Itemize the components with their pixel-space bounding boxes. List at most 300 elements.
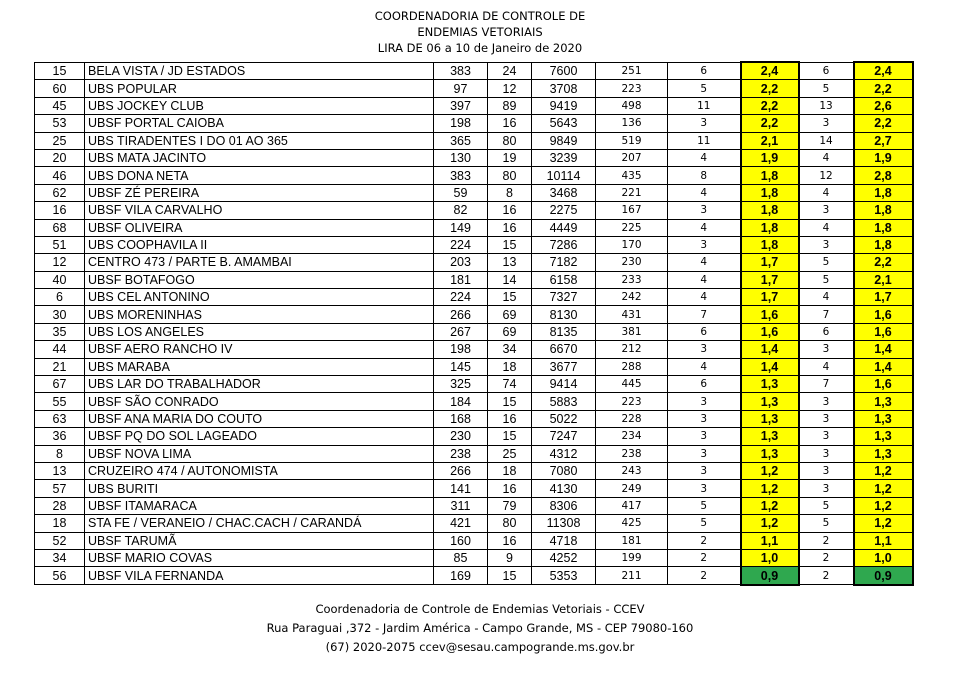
cell-index-2: 2,2 bbox=[854, 115, 913, 132]
cell-e: 3 bbox=[668, 393, 741, 410]
cell-id: 63 bbox=[35, 410, 85, 427]
cell-b: 18 bbox=[488, 358, 532, 375]
cell-e: 11 bbox=[668, 132, 741, 149]
table-row bbox=[35, 202, 913, 219]
cell-index-1: 1,3 bbox=[741, 393, 799, 410]
cell-id: 6 bbox=[35, 289, 85, 306]
cell-g: 6 bbox=[799, 323, 854, 340]
cell-g: 13 bbox=[799, 97, 854, 114]
cell-c: 8135 bbox=[532, 323, 596, 340]
cell-index-2: 1,2 bbox=[854, 480, 913, 497]
cell-location: UBS TIRADENTES I DO 01 AO 365 bbox=[85, 132, 434, 149]
cell-d: 435 bbox=[596, 167, 668, 184]
cell-id: 30 bbox=[35, 306, 85, 323]
cell-index-1: 1,8 bbox=[741, 184, 799, 201]
cell-b: 16 bbox=[488, 115, 532, 132]
cell-b: 74 bbox=[488, 376, 532, 393]
cell-g: 4 bbox=[799, 289, 854, 306]
cell-index-1: 1,0 bbox=[741, 549, 799, 566]
cell-id: 18 bbox=[35, 515, 85, 532]
cell-id: 56 bbox=[35, 567, 85, 585]
cell-index-1: 2,2 bbox=[741, 80, 799, 97]
cell-location: UBSF SÃO CONRADO bbox=[85, 393, 434, 410]
table-row bbox=[35, 341, 913, 358]
table-row bbox=[35, 376, 913, 393]
cell-e: 5 bbox=[668, 515, 741, 532]
cell-index-2: 1,2 bbox=[854, 497, 913, 514]
header-line-1: COORDENADORIA DE CONTROLE DE bbox=[374, 9, 586, 23]
cell-index-1: 1,2 bbox=[741, 480, 799, 497]
cell-d: 243 bbox=[596, 462, 668, 479]
cell-index-1: 1,8 bbox=[741, 219, 799, 236]
table-row bbox=[35, 393, 913, 410]
cell-index-1: 1,2 bbox=[741, 462, 799, 479]
cell-e: 7 bbox=[668, 306, 741, 323]
cell-c: 4252 bbox=[532, 549, 596, 566]
cell-e: 4 bbox=[668, 271, 741, 288]
cell-d: 249 bbox=[596, 480, 668, 497]
cell-location: UBSF TARUMÃ bbox=[85, 532, 434, 549]
cell-a: 130 bbox=[434, 149, 488, 166]
cell-g: 3 bbox=[799, 202, 854, 219]
cell-index-2: 1,3 bbox=[854, 428, 913, 445]
cell-a: 365 bbox=[434, 132, 488, 149]
cell-id: 67 bbox=[35, 376, 85, 393]
cell-index-1: 1,1 bbox=[741, 532, 799, 549]
cell-index-1: 1,2 bbox=[741, 515, 799, 532]
cell-location: STA FE / VERANEIO / CHAC.CACH / CARANDÁ bbox=[85, 515, 434, 532]
cell-g: 5 bbox=[799, 497, 854, 514]
table-row bbox=[35, 549, 913, 566]
cell-a: 224 bbox=[434, 289, 488, 306]
cell-d: 425 bbox=[596, 515, 668, 532]
cell-c: 4130 bbox=[532, 480, 596, 497]
cell-d: 431 bbox=[596, 306, 668, 323]
cell-d: 230 bbox=[596, 254, 668, 271]
cell-e: 2 bbox=[668, 532, 741, 549]
cell-a: 383 bbox=[434, 167, 488, 184]
cell-g: 5 bbox=[799, 515, 854, 532]
table-row bbox=[35, 358, 913, 375]
cell-id: 20 bbox=[35, 149, 85, 166]
cell-index-2: 1,9 bbox=[854, 149, 913, 166]
cell-index-2: 1,6 bbox=[854, 306, 913, 323]
cell-c: 9419 bbox=[532, 97, 596, 114]
cell-index-2: 1,8 bbox=[854, 184, 913, 201]
cell-g: 7 bbox=[799, 376, 854, 393]
cell-b: 15 bbox=[488, 567, 532, 585]
cell-g: 3 bbox=[799, 410, 854, 427]
cell-b: 16 bbox=[488, 219, 532, 236]
cell-a: 160 bbox=[434, 532, 488, 549]
cell-location: UBS MATA JACINTO bbox=[85, 149, 434, 166]
cell-location: UBS DONA NETA bbox=[85, 167, 434, 184]
cell-index-2: 1,4 bbox=[854, 358, 913, 375]
table-row bbox=[35, 236, 913, 253]
cell-a: 168 bbox=[434, 410, 488, 427]
cell-a: 82 bbox=[434, 202, 488, 219]
header-line-2: ENDEMIAS VETORIAIS bbox=[417, 25, 543, 39]
cell-d: 234 bbox=[596, 428, 668, 445]
cell-e: 4 bbox=[668, 149, 741, 166]
cell-g: 3 bbox=[799, 445, 854, 462]
cell-d: 417 bbox=[596, 497, 668, 514]
cell-location: UBSF ANA MARIA DO COUTO bbox=[85, 410, 434, 427]
cell-index-2: 1,3 bbox=[854, 445, 913, 462]
cell-g: 2 bbox=[799, 532, 854, 549]
cell-b: 16 bbox=[488, 480, 532, 497]
cell-c: 7182 bbox=[532, 254, 596, 271]
table-row bbox=[35, 497, 913, 514]
cell-id: 68 bbox=[35, 219, 85, 236]
cell-c: 4718 bbox=[532, 532, 596, 549]
cell-d: 211 bbox=[596, 567, 668, 585]
cell-d: 221 bbox=[596, 184, 668, 201]
cell-index-1: 1,9 bbox=[741, 149, 799, 166]
table-row bbox=[35, 428, 913, 445]
cell-index-1: 1,4 bbox=[741, 358, 799, 375]
cell-index-1: 1,8 bbox=[741, 236, 799, 253]
cell-b: 16 bbox=[488, 202, 532, 219]
table-row bbox=[35, 410, 913, 427]
cell-b: 14 bbox=[488, 271, 532, 288]
cell-index-2: 2,7 bbox=[854, 132, 913, 149]
cell-c: 7600 bbox=[532, 62, 596, 80]
cell-index-2: 2,6 bbox=[854, 97, 913, 114]
cell-c: 5022 bbox=[532, 410, 596, 427]
cell-g: 2 bbox=[799, 549, 854, 566]
table-row bbox=[35, 80, 913, 97]
cell-e: 5 bbox=[668, 497, 741, 514]
cell-index-1: 1,3 bbox=[741, 410, 799, 427]
cell-g: 5 bbox=[799, 80, 854, 97]
cell-id: 21 bbox=[35, 358, 85, 375]
cell-index-1: 1,2 bbox=[741, 497, 799, 514]
cell-index-2: 1,4 bbox=[854, 341, 913, 358]
cell-index-1: 1,3 bbox=[741, 445, 799, 462]
cell-e: 5 bbox=[668, 80, 741, 97]
cell-e: 3 bbox=[668, 236, 741, 253]
cell-d: 498 bbox=[596, 97, 668, 114]
header-line-3: LIRA DE 06 a 10 de Janeiro de 2020 bbox=[377, 41, 583, 55]
cell-a: 203 bbox=[434, 254, 488, 271]
cell-d: 238 bbox=[596, 445, 668, 462]
cell-g: 14 bbox=[799, 132, 854, 149]
cell-c: 3239 bbox=[532, 149, 596, 166]
cell-id: 52 bbox=[35, 532, 85, 549]
cell-location: CENTRO 473 / PARTE B. AMAMBAI bbox=[85, 254, 434, 271]
table-row bbox=[35, 184, 913, 201]
table-row bbox=[35, 515, 913, 532]
cell-index-2: 1,3 bbox=[854, 410, 913, 427]
cell-id: 16 bbox=[35, 202, 85, 219]
cell-d: 242 bbox=[596, 289, 668, 306]
cell-e: 4 bbox=[668, 219, 741, 236]
cell-location: UBSF PORTAL CAIOBA bbox=[85, 115, 434, 132]
cell-location: UBS CEL ANTONINO bbox=[85, 289, 434, 306]
cell-index-2: 2,2 bbox=[854, 254, 913, 271]
table-row bbox=[35, 254, 913, 271]
cell-index-1: 1,8 bbox=[741, 202, 799, 219]
cell-index-1: 0,9 bbox=[741, 567, 799, 585]
footer-line-3: (67) 2020-2075 ccev@sesau.campogrande.ms.gov.br bbox=[325, 640, 635, 654]
cell-id: 51 bbox=[35, 236, 85, 253]
table-row bbox=[35, 532, 913, 549]
cell-index-2: 1,1 bbox=[854, 532, 913, 549]
cell-id: 62 bbox=[35, 184, 85, 201]
cell-location: UBSF OLIVEIRA bbox=[85, 219, 434, 236]
cell-b: 15 bbox=[488, 289, 532, 306]
table-row bbox=[35, 462, 913, 479]
cell-location: UBS MORENINHAS bbox=[85, 306, 434, 323]
cell-d: 233 bbox=[596, 271, 668, 288]
cell-location: BELA VISTA / JD ESTADOS bbox=[85, 62, 434, 80]
cell-id: 13 bbox=[35, 462, 85, 479]
cell-index-2: 1,6 bbox=[854, 323, 913, 340]
cell-d: 251 bbox=[596, 62, 668, 80]
cell-index-1: 2,1 bbox=[741, 132, 799, 149]
cell-id: 15 bbox=[35, 62, 85, 80]
cell-g: 12 bbox=[799, 167, 854, 184]
cell-d: 207 bbox=[596, 149, 668, 166]
cell-index-2: 2,8 bbox=[854, 167, 913, 184]
cell-index-2: 2,2 bbox=[854, 80, 913, 97]
cell-e: 6 bbox=[668, 62, 741, 80]
cell-location: UBS MARABA bbox=[85, 358, 434, 375]
cell-c: 3677 bbox=[532, 358, 596, 375]
cell-c: 7247 bbox=[532, 428, 596, 445]
cell-a: 97 bbox=[434, 80, 488, 97]
cell-d: 445 bbox=[596, 376, 668, 393]
cell-id: 25 bbox=[35, 132, 85, 149]
cell-index-1: 1,6 bbox=[741, 323, 799, 340]
cell-b: 25 bbox=[488, 445, 532, 462]
cell-id: 55 bbox=[35, 393, 85, 410]
cell-c: 8306 bbox=[532, 497, 596, 514]
cell-b: 16 bbox=[488, 410, 532, 427]
cell-c: 3708 bbox=[532, 80, 596, 97]
cell-e: 6 bbox=[668, 376, 741, 393]
cell-location: UBS POPULAR bbox=[85, 80, 434, 97]
cell-b: 13 bbox=[488, 254, 532, 271]
cell-e: 6 bbox=[668, 323, 741, 340]
table-row bbox=[35, 219, 913, 236]
table-row bbox=[35, 115, 913, 132]
cell-g: 2 bbox=[799, 567, 854, 585]
cell-a: 383 bbox=[434, 62, 488, 80]
table-row bbox=[35, 149, 913, 166]
cell-d: 199 bbox=[596, 549, 668, 566]
cell-index-2: 1,8 bbox=[854, 202, 913, 219]
cell-d: 223 bbox=[596, 393, 668, 410]
cell-c: 7327 bbox=[532, 289, 596, 306]
document-footer bbox=[0, 600, 960, 657]
cell-g: 3 bbox=[799, 393, 854, 410]
table-row bbox=[35, 323, 913, 340]
cell-e: 2 bbox=[668, 567, 741, 585]
cell-b: 15 bbox=[488, 236, 532, 253]
cell-g: 5 bbox=[799, 271, 854, 288]
table-row bbox=[35, 62, 913, 80]
cell-d: 167 bbox=[596, 202, 668, 219]
cell-index-1: 1,8 bbox=[741, 167, 799, 184]
cell-d: 381 bbox=[596, 323, 668, 340]
cell-a: 311 bbox=[434, 497, 488, 514]
cell-index-1: 1,7 bbox=[741, 271, 799, 288]
cell-id: 57 bbox=[35, 480, 85, 497]
cell-id: 35 bbox=[35, 323, 85, 340]
cell-a: 169 bbox=[434, 567, 488, 585]
cell-index-1: 1,7 bbox=[741, 289, 799, 306]
cell-e: 3 bbox=[668, 410, 741, 427]
cell-index-2: 1,8 bbox=[854, 219, 913, 236]
cell-b: 69 bbox=[488, 323, 532, 340]
cell-index-2: 2,1 bbox=[854, 271, 913, 288]
cell-location: UBSF ZÉ PEREIRA bbox=[85, 184, 434, 201]
cell-g: 6 bbox=[799, 62, 854, 80]
cell-index-2: 2,4 bbox=[854, 62, 913, 80]
cell-location: CRUZEIRO 474 / AUTONOMISTA bbox=[85, 462, 434, 479]
cell-id: 34 bbox=[35, 549, 85, 566]
cell-b: 24 bbox=[488, 62, 532, 80]
cell-a: 421 bbox=[434, 515, 488, 532]
cell-d: 170 bbox=[596, 236, 668, 253]
cell-id: 60 bbox=[35, 80, 85, 97]
cell-e: 3 bbox=[668, 115, 741, 132]
cell-e: 11 bbox=[668, 97, 741, 114]
cell-b: 9 bbox=[488, 549, 532, 566]
cell-index-2: 1,6 bbox=[854, 376, 913, 393]
cell-id: 8 bbox=[35, 445, 85, 462]
cell-d: 519 bbox=[596, 132, 668, 149]
cell-location: UBSF MARIO COVAS bbox=[85, 549, 434, 566]
cell-id: 46 bbox=[35, 167, 85, 184]
table-row bbox=[35, 306, 913, 323]
cell-b: 69 bbox=[488, 306, 532, 323]
cell-a: 266 bbox=[434, 306, 488, 323]
cell-index-1: 1,6 bbox=[741, 306, 799, 323]
cell-c: 7286 bbox=[532, 236, 596, 253]
cell-e: 4 bbox=[668, 358, 741, 375]
cell-index-1: 1,4 bbox=[741, 341, 799, 358]
cell-g: 3 bbox=[799, 480, 854, 497]
cell-g: 3 bbox=[799, 341, 854, 358]
table-row bbox=[35, 445, 913, 462]
table-row bbox=[35, 132, 913, 149]
cell-b: 80 bbox=[488, 167, 532, 184]
cell-a: 198 bbox=[434, 341, 488, 358]
cell-a: 397 bbox=[434, 97, 488, 114]
cell-b: 79 bbox=[488, 497, 532, 514]
cell-b: 12 bbox=[488, 80, 532, 97]
cell-c: 2275 bbox=[532, 202, 596, 219]
cell-c: 8130 bbox=[532, 306, 596, 323]
cell-location: UBSF PQ DO SOL LAGEADO bbox=[85, 428, 434, 445]
cell-d: 223 bbox=[596, 80, 668, 97]
cell-d: 136 bbox=[596, 115, 668, 132]
table-row bbox=[35, 289, 913, 306]
cell-a: 266 bbox=[434, 462, 488, 479]
cell-g: 3 bbox=[799, 428, 854, 445]
cell-e: 3 bbox=[668, 445, 741, 462]
cell-a: 198 bbox=[434, 115, 488, 132]
cell-location: UBSF BOTAFOGO bbox=[85, 271, 434, 288]
table-row bbox=[35, 271, 913, 288]
cell-a: 141 bbox=[434, 480, 488, 497]
cell-location: UBSF NOVA LIMA bbox=[85, 445, 434, 462]
cell-a: 325 bbox=[434, 376, 488, 393]
cell-e: 4 bbox=[668, 254, 741, 271]
cell-index-1: 2,2 bbox=[741, 115, 799, 132]
cell-g: 5 bbox=[799, 254, 854, 271]
cell-index-2: 1,2 bbox=[854, 462, 913, 479]
cell-g: 3 bbox=[799, 462, 854, 479]
cell-b: 8 bbox=[488, 184, 532, 201]
cell-location: UBSF AERO RANCHO IV bbox=[85, 341, 434, 358]
cell-c: 5353 bbox=[532, 567, 596, 585]
cell-e: 3 bbox=[668, 202, 741, 219]
cell-location: UBSF VILA FERNANDA bbox=[85, 567, 434, 585]
cell-a: 59 bbox=[434, 184, 488, 201]
cell-a: 149 bbox=[434, 219, 488, 236]
table-row bbox=[35, 567, 913, 585]
cell-index-2: 1,2 bbox=[854, 515, 913, 532]
cell-b: 18 bbox=[488, 462, 532, 479]
lira-table-body bbox=[35, 62, 913, 585]
cell-a: 85 bbox=[434, 549, 488, 566]
cell-b: 15 bbox=[488, 428, 532, 445]
cell-location: UBSF VILA CARVALHO bbox=[85, 202, 434, 219]
cell-a: 184 bbox=[434, 393, 488, 410]
cell-index-2: 0,9 bbox=[854, 567, 913, 585]
cell-index-1: 1,3 bbox=[741, 376, 799, 393]
document-header bbox=[0, 8, 960, 56]
cell-index-1: 2,4 bbox=[741, 62, 799, 80]
cell-g: 3 bbox=[799, 115, 854, 132]
cell-c: 7080 bbox=[532, 462, 596, 479]
cell-e: 3 bbox=[668, 341, 741, 358]
cell-index-1: 2,2 bbox=[741, 97, 799, 114]
cell-e: 3 bbox=[668, 480, 741, 497]
cell-b: 89 bbox=[488, 97, 532, 114]
cell-c: 6670 bbox=[532, 341, 596, 358]
cell-index-1: 1,7 bbox=[741, 254, 799, 271]
cell-index-2: 1,8 bbox=[854, 236, 913, 253]
table-row bbox=[35, 167, 913, 184]
cell-b: 34 bbox=[488, 341, 532, 358]
cell-c: 9849 bbox=[532, 132, 596, 149]
cell-g: 4 bbox=[799, 219, 854, 236]
cell-b: 16 bbox=[488, 532, 532, 549]
cell-c: 4449 bbox=[532, 219, 596, 236]
cell-b: 80 bbox=[488, 132, 532, 149]
cell-id: 40 bbox=[35, 271, 85, 288]
cell-e: 2 bbox=[668, 549, 741, 566]
cell-location: UBS COOPHAVILA II bbox=[85, 236, 434, 253]
cell-c: 5643 bbox=[532, 115, 596, 132]
cell-index-2: 1,0 bbox=[854, 549, 913, 566]
cell-d: 181 bbox=[596, 532, 668, 549]
footer-line-1: Coordenadoria de Controle de Endemias Vetoriais - CCEV bbox=[315, 602, 645, 616]
cell-a: 238 bbox=[434, 445, 488, 462]
cell-id: 28 bbox=[35, 497, 85, 514]
cell-a: 230 bbox=[434, 428, 488, 445]
cell-c: 4312 bbox=[532, 445, 596, 462]
cell-d: 288 bbox=[596, 358, 668, 375]
cell-index-2: 1,3 bbox=[854, 393, 913, 410]
cell-g: 3 bbox=[799, 236, 854, 253]
cell-a: 224 bbox=[434, 236, 488, 253]
